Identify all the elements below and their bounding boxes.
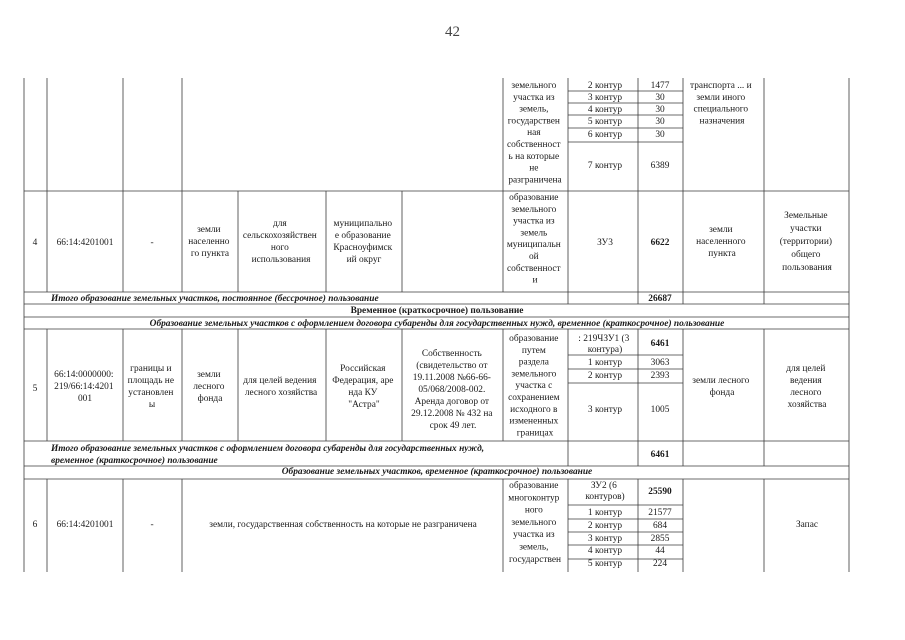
row6-contour-name: 1 контур <box>587 508 623 518</box>
row6-contour-name: 2 контур <box>587 521 623 531</box>
cont-contour-area: 30 <box>655 105 665 115</box>
cont-contour-name: 2 контур <box>587 81 623 91</box>
row5-category: земли лесного фонда <box>692 376 750 398</box>
subsection-sublease: Образование земельных участков с оформлением договора субаренды для государственных нужд, временное (краткосрочное) пользование <box>149 319 725 329</box>
row6-contour-name: 5 контур <box>587 559 623 569</box>
row6-number: 6 <box>32 520 38 530</box>
section-temporary: Временное (краткосрочное) пользование <box>350 306 524 316</box>
page-number: 42 <box>445 24 460 40</box>
row5-contour-name: 3 контур <box>587 405 623 415</box>
row5-number: 5 <box>32 384 38 394</box>
row4-area: 6622 <box>650 238 670 248</box>
total-permanent-label: Итого образование земельных участков, постоянное (бессрочное) пользование <box>51 294 379 304</box>
row6-land: земли, государственная собственность на которые не разграничена <box>209 520 477 530</box>
row4-category: земли населенного пункта <box>696 225 746 259</box>
row4-cadastral: 66:14:4201001 <box>56 238 114 248</box>
row6-note: Запас <box>795 520 819 530</box>
row5-land-category: земли лесного фонда <box>193 370 225 404</box>
row5-contour-area: 3063 <box>650 358 670 368</box>
row5-owner: Российская Федерация, аре нда КУ "Астра" <box>332 364 394 410</box>
row6-contour-area: 44 <box>655 546 665 556</box>
cont-contour-name: 5 контур <box>587 117 623 127</box>
row5-boundaries: границы и площадь не установлен ы <box>127 364 174 410</box>
row6-contour-area: 2855 <box>650 534 670 544</box>
row5-zu: : 219ЧЗУ1 (3 контура) <box>578 334 630 355</box>
row6-purpose: образование многоконтур ного земельного участка из земель, государствен <box>508 481 562 565</box>
row4-note: Земельные участки (территории) общего пользования <box>779 211 832 273</box>
cont-purpose: земельного участка из земель, государствен ная собственност ь на которые не разграничена <box>507 81 562 186</box>
row4-number: 4 <box>32 238 38 248</box>
row4-land-category: земли населенно го пункта <box>188 225 230 259</box>
row4-use: для сельскохозяйствен ного использования <box>242 219 317 265</box>
row5-purpose: образование путем раздела земельного участка с сохранением исходного в измененных границах <box>508 334 560 439</box>
row5-contour-area: 1005 <box>650 405 670 415</box>
row5-contour-name: 2 контур <box>587 371 623 381</box>
row5-contour-name: 1 контур <box>587 358 623 368</box>
cont-contour-area: 30 <box>655 130 665 140</box>
cont-category: транспорта ... и земли иного специального назначения <box>690 81 752 127</box>
row4-purpose: образование земельного участка из земель муниципальн ой собственност и <box>506 193 561 286</box>
row6-cadastral: 66:14:4201001 <box>56 520 114 530</box>
cont-contour-name: 3 контур <box>587 93 623 103</box>
row6-zu-area: 25590 <box>648 487 672 497</box>
subsection-temporary: Образование земельных участков, временное (краткосрочное) пользование <box>281 467 593 477</box>
row5-use: для целей ведения лесного хозяйства <box>243 376 318 398</box>
cont-contour-area: 6389 <box>650 161 670 171</box>
row5-cadastral: 66:14:0000000: 219/66:14:4201 001 <box>54 370 114 404</box>
cont-contour-area: 30 <box>655 117 665 127</box>
row5-note: для целей ведения лесного хозяйства <box>786 364 827 410</box>
row6-contour-area: 21577 <box>648 508 672 518</box>
row4-owner: муниципально е образование Красноуфимск ий округ <box>333 219 393 265</box>
row6-contour-name: 4 контур <box>587 546 623 556</box>
cont-contour-area: 1477 <box>650 81 670 91</box>
cont-contour-area: 30 <box>655 93 665 103</box>
row4-zu: ЗУ3 <box>597 238 613 248</box>
total-sublease-label: Итого образование земельных участков с оформлением договора субаренды для государственных нужд, временное (краткосрочное) пользование <box>51 444 485 466</box>
total-sublease-value: 6461 <box>650 450 670 460</box>
cont-contour-name: 4 контур <box>587 105 623 115</box>
cont-contour-name: 6 контур <box>587 130 623 140</box>
row6-contour-area: 684 <box>652 521 668 531</box>
cont-contour-name: 7 контур <box>587 161 623 171</box>
row4-dash: - <box>150 238 154 248</box>
row5-zu-area: 6461 <box>650 339 670 349</box>
row5-contour-area: 2393 <box>650 371 670 381</box>
row6-contour-area: 224 <box>652 559 668 569</box>
row6-contour-name: 3 контур <box>587 534 623 544</box>
row6-zu: ЗУ2 (6 контуров) <box>585 481 625 502</box>
row6-dash: - <box>150 520 154 530</box>
total-permanent-value: 26687 <box>648 294 672 304</box>
row5-rights: Собственность (свидетельство от 19.11.2008 №66-66- 05/068/2008-002. Аренда договор от 29.12.2008 № 432 на срок 49 лет. <box>411 349 493 431</box>
